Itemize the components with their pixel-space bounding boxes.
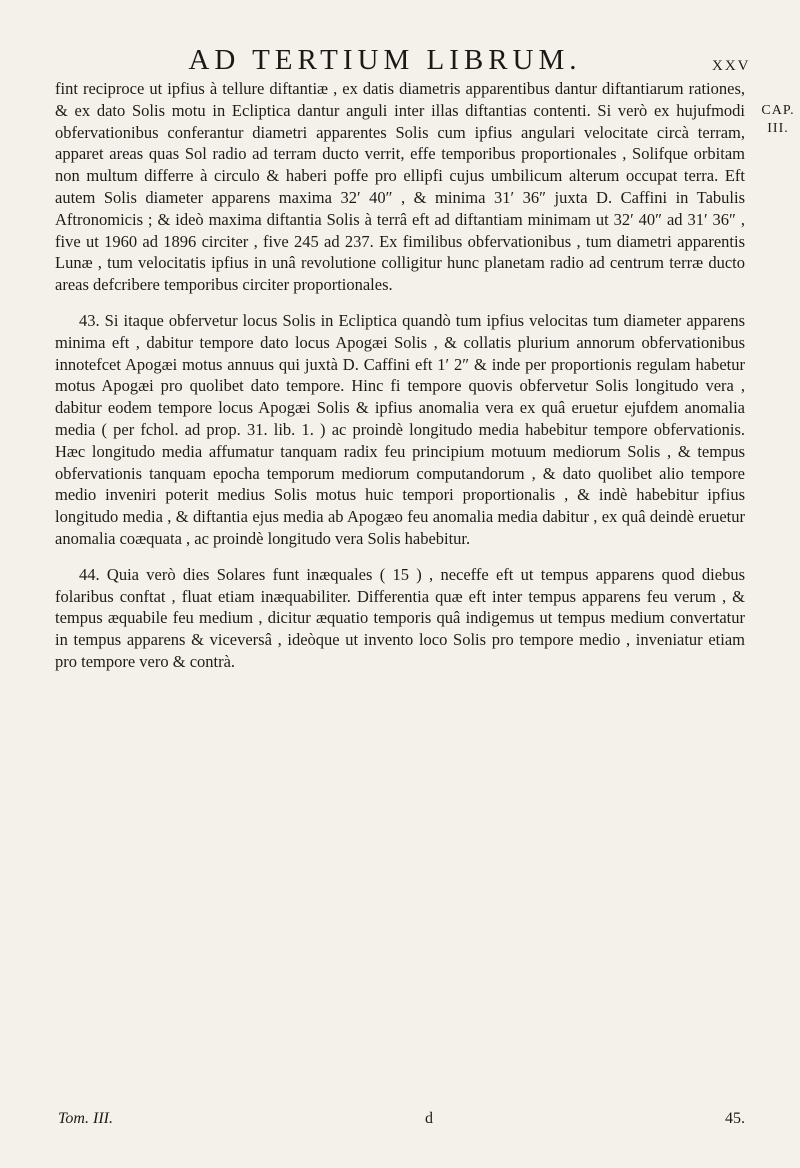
page-footer (55, 1110, 745, 1136)
running-head: AD TERTIUM LIBRUM. (188, 44, 582, 76)
paragraph-43: 43. Si itaque obfervetur locus Solis in Ecliptica quandò tum ipfius velocitas tum diameter apparens minima eft , dabitur tempore dato locus Apogæi Solis , & collatis plurium annorum obfervationibus innotefcet Apogæi motus annuus qui juxtà D. Caffini eft 1′ 2″ & inde per proportionis regulam habetur motus Apogæi pro quolibet dato tempore. Hinc fi tempore quovis obfervetur Solis longitudo vera , dabitur eodem tempore locus Apogæi Solis & ipfius anomalia vera ex quâ eruetur ejufdem anomalia media ( per fchol. ad prop. 31. lib. 1. ) ac proindè longitudo media habebitur tempore obfervationis. Hæc longitudo media affumatur tanquam radix feu principium motuum mediorum Solis , & tempus obfervationis tanquam epocha temporum mediorum computandorum , & dato quolibet alio tempore medio inveniri poterit medius Solis motus huic tempori proportionalis , & indè habebitur ipfius longitudo media , & diftantia ejus media ab Apogæo feu anomalia media dabitur , ex quâ deindè eruetur anomalia coæquata , ac proindè longitudo vera Solis habebitur. (55, 310, 745, 548)
margin-note-chapter (756, 102, 800, 138)
margin-note-cap: CAP. (761, 103, 795, 118)
body-text (55, 78, 745, 687)
volume-mark: Tom. III. (58, 1110, 113, 1127)
paragraph-continuation: fint reciproce ut ipfius à tellure diftantiæ , ex datis diametris apparentibus dantur diftantiarum rationes, & ex dato Solis motu in Ecliptica dantur anguli inter illas diftantias contenti. Si verò ex hujufmodi obfervationibus conferantur diametri apparentes Solis cum ipfius angulari velocitate circà terram, apparet areas quas Sol radio ad terram ducto verrit, effe temporibus proportionales , Solifque orbitam non multum differre à circulo & haberi poffe pro ellipfi cujus umbilicum alterum occupat terra. Eft autem Solis diameter apparens maxima 32′ 40″ , & minima 31′ 36″ juxta D. Caffini in Tabulis Aftronomicis ; & ideò maxima diftantia Solis à terrâ eft ad diftantiam minimam ut 32′ 40″ ad 31′ 36″ , five ut 1960 ad 1896 circiter , five 245 ad 237. Ex fimilibus obfervationibus , tum diametri apparentis Lunæ , tum velocitatis ipfius in unâ revolutione colligitur hunc planetam radio ad centrum terræ ducto areas defcribere temporibus circiter proportionales. (55, 79, 745, 295)
margin-note-number: III. (767, 121, 789, 136)
page-number: XXV (712, 58, 751, 74)
catchword: 45. (725, 1110, 745, 1127)
signature-mark: d (425, 1110, 433, 1127)
paragraph-44: 44. Quia verò dies Solares funt inæquales ( 15 ) , neceffe eft ut tempus apparens quod diebus folaribus conftat , fluat etiam inæquabiliter. Differentia quæ eft inter tempus apparens feu verum , & tempus æquabile feu medium , dicitur æquatio temporis quâ indigemus ut tempus medium convertatur in tempus apparens & viceversâ , ideòque ut invento loco Solis pro tempore medio , inveniatur etiam pro tempore vero & contrà. (55, 564, 745, 671)
